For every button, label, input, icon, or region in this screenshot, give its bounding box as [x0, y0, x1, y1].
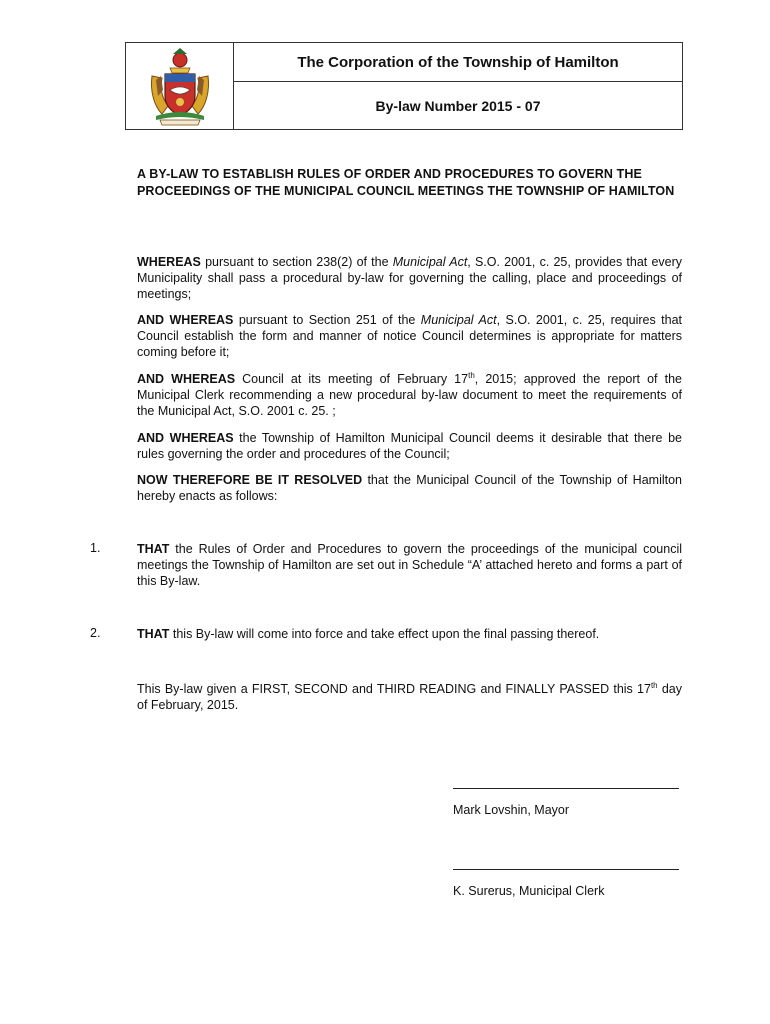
whereas-text: , S.O. 2001, c. 25, requires that Council establish the form and manner of notice Council determines is appropriate for matters coming before it; — [137, 313, 683, 359]
clause-number: 1. — [90, 541, 101, 555]
resolved-paragraph — [137, 472, 682, 504]
mayor-signature-line — [453, 788, 679, 789]
passed-text: day of February, 2015. — [137, 682, 682, 712]
crest-cell — [126, 43, 234, 129]
whereas-text: pursuant to Section 251 of the — [233, 313, 421, 327]
bylaw-number: By-law Number 2015 - 07 — [375, 97, 541, 114]
clause-number: 2. — [90, 626, 101, 640]
whereas-text: pursuant to section 238(2) of the — [200, 255, 393, 269]
whereas-text: the Township of Hamilton Municipal Council deems it desirable that there be rules governing the order and procedures of the Council; — [137, 431, 682, 461]
act-name: Municipal Act — [420, 313, 497, 327]
passed-paragraph — [137, 681, 682, 713]
clerk-name: K. Surerus, Municipal Clerk — [453, 884, 605, 898]
ordinal-suffix: th — [650, 680, 658, 690]
header-table — [125, 42, 683, 130]
title-cell — [234, 43, 682, 129]
clause-text: this By-law will come into force and take effect upon the final passing thereof. — [169, 627, 600, 641]
whereas-lead: AND WHEREAS — [137, 431, 234, 445]
mayor-name: Mark Lovshin, Mayor — [453, 803, 570, 817]
act-name: Municipal Act — [392, 255, 468, 269]
whereas-paragraph-4 — [137, 430, 682, 462]
clause-lead: THAT — [137, 542, 170, 556]
clause-1 — [137, 541, 682, 589]
resolved-lead: NOW THEREFORE BE IT RESOLVED — [137, 473, 363, 487]
whereas-lead: AND WHEREAS — [137, 313, 234, 327]
whereas-text: , S.O. 2001, c. 25, provides that every Municipality shall pass a procedural by-law for governing the calling, place and proceedings of meetings; — [137, 255, 683, 301]
whereas-lead: WHEREAS — [137, 255, 201, 269]
ordinal-suffix: th — [468, 370, 475, 380]
whereas-paragraph-3 — [137, 371, 682, 419]
whereas-paragraph-1 — [137, 254, 682, 302]
clause-2 — [137, 626, 682, 642]
passed-text: This By-law given a FIRST, SECOND and THIRD READING and FINALLY PASSED this 17 — [137, 682, 651, 696]
bylaw-heading: A BY-LAW TO ESTABLISH RULES OF ORDER AND PROCEDURES TO GOVERN THE PROCEEDINGS OF THE MUNICIPAL COUNCIL MEETINGS THE TOWNSHIP OF HAMILTON — [137, 167, 675, 198]
corporation-title: The Corporation of the Township of Hamilton — [234, 43, 682, 82]
clerk-signature-line — [453, 869, 679, 870]
whereas-lead: AND WHEREAS — [137, 372, 236, 386]
whereas-text: Council at its meeting of February 17 — [235, 372, 469, 386]
clause-lead: THAT — [137, 627, 170, 641]
township-crest-logo — [148, 46, 212, 126]
resolved-text: that the Municipal Council of the Township of Hamilton hereby enacts as follows: — [137, 473, 683, 503]
clause-text: the Rules of Order and Procedures to govern the proceedings of the municipal council meetings the Township of Hamilton are set out in Schedule “A’ attached hereto and forms a part of this By-law. — [137, 542, 682, 588]
whereas-text: , 2015; approved the report of the Municipal Clerk recommending a new procedural by-law document to meet the requirements of the Municipal Act, S.O. 2001 c. 25. ; — [137, 372, 682, 418]
whereas-paragraph-2 — [137, 312, 682, 360]
